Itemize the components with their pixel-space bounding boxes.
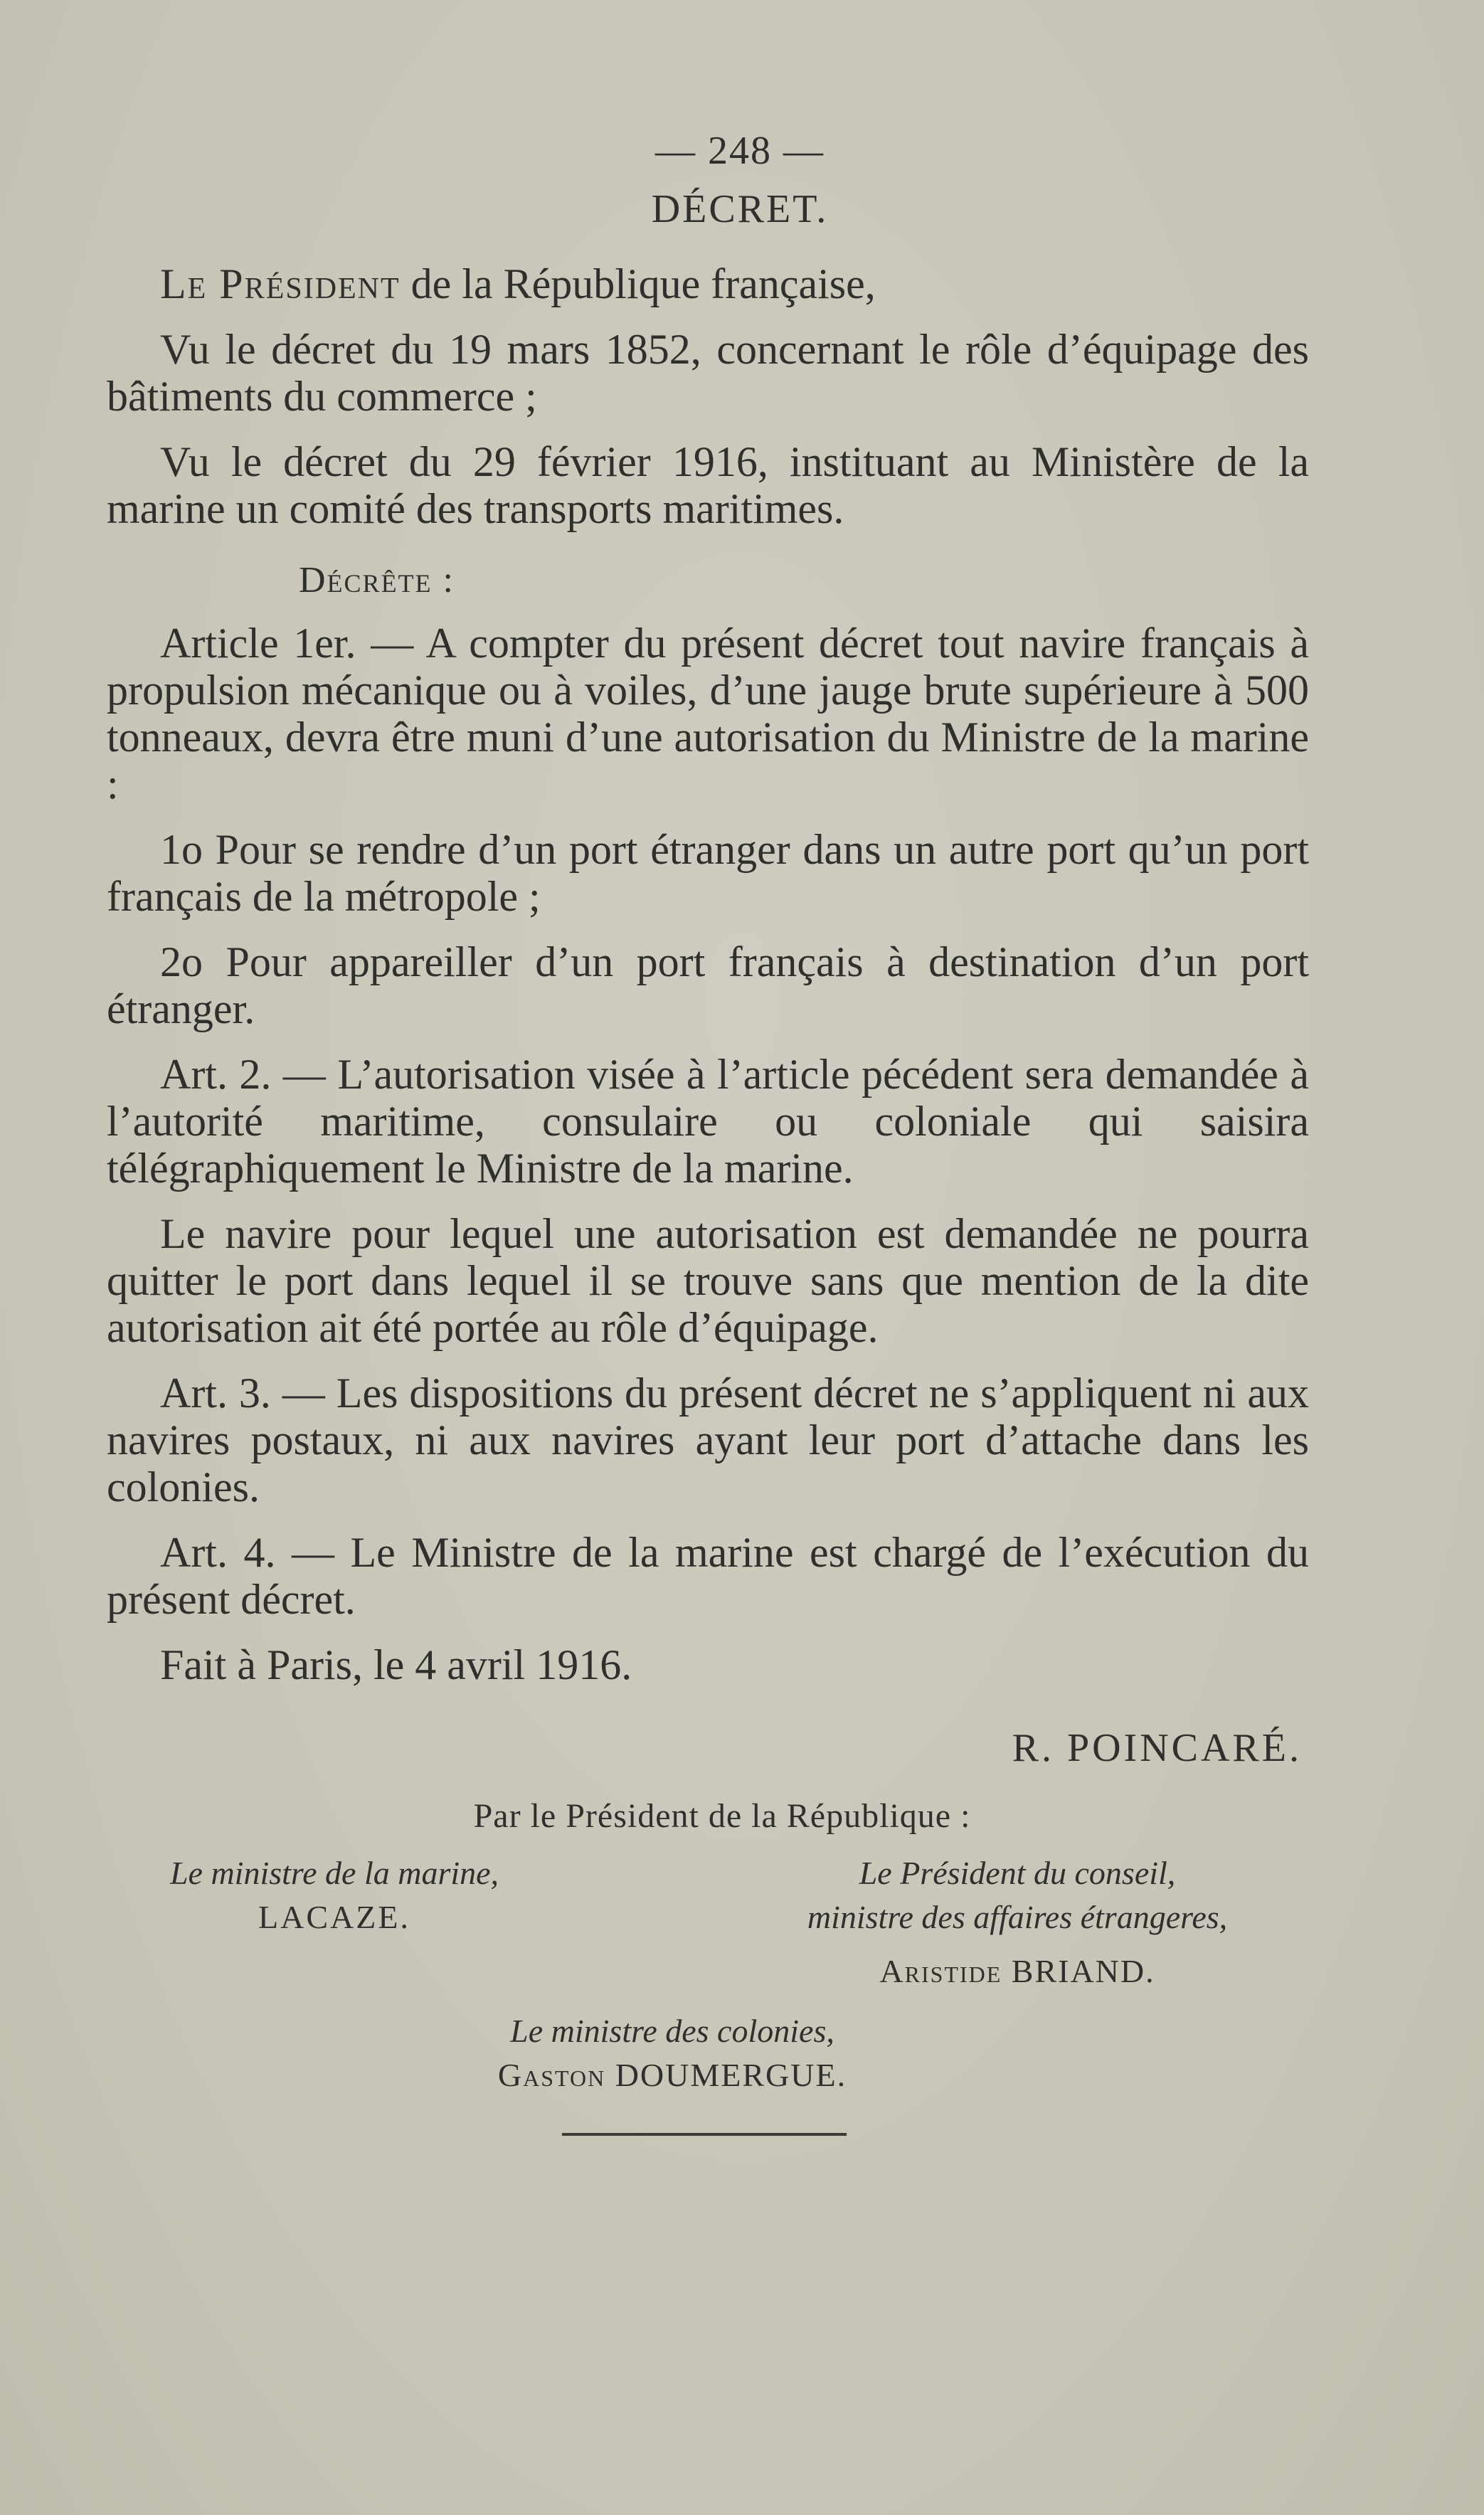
article-1-item-1: 1o Pour se rendre d’un port étranger dans un autre port qu’un port français de la métropole ; xyxy=(107,826,1309,920)
article-2-continuation: Le navire pour lequel une autorisation est demandée ne pourra quitter le port dans lequel il se trouve sans que mention de la dite autorisation ait été portée au rôle d’équipage. xyxy=(107,1210,1309,1351)
closing-rule xyxy=(562,2133,847,2136)
preamble xyxy=(107,260,1309,307)
article-4: Art. 4. — Le Ministre de la marine est chargé de l’exécution du présent décret. xyxy=(107,1529,1309,1623)
preamble-rest: de la République française, xyxy=(400,260,876,307)
colonies-title: Le ministre des colonies, xyxy=(510,2013,834,2049)
vu-paragraph-1: Vu le décret du 19 mars 1852, concernant le rôle d’équipage des bâtiments du commerce ; xyxy=(107,326,1309,420)
article-3: Art. 3. — Les dispositions du présent décret ne s’appliquent ni aux navires postaux, ni aux navires ayant leur port d’attache dans les colonies. xyxy=(107,1370,1309,1510)
signatories-block xyxy=(107,1851,1309,1994)
president-signature: R. POINCARÉ. xyxy=(1012,1726,1302,1770)
conseil-title-1: Le Président du conseil, xyxy=(859,1855,1176,1891)
conseil-name: Aristide BRIAND. xyxy=(879,1953,1155,1989)
article-1-item-2: 2o Pour appareiller d’un port français à destination d’un port étranger. xyxy=(107,938,1309,1032)
conseil-title-2: ministre des affaires étrangeres, xyxy=(807,1899,1228,1935)
conseil-signatory xyxy=(726,1851,1309,1994)
article-2: Art. 2. — L’autorisation visée à l’article pécédent sera demandée à l’autorité maritime, consulaire ou coloniale qui saisira télégraphiquement le Ministre de la marine. xyxy=(107,1051,1309,1192)
date-place: Fait à Paris, le 4 avril 1916. xyxy=(160,1641,632,1688)
vu-paragraph-2: Vu le décret du 29 février 1916, instituant au Ministère de la marine un comité des transports maritimes. xyxy=(107,438,1309,532)
decrete-heading: Décrête : xyxy=(299,560,455,600)
marine-signatory xyxy=(107,1851,562,1994)
by-the-president: Par le Président de la République : xyxy=(473,1797,971,1835)
preamble-lead: Le Président xyxy=(160,260,401,307)
marine-name: LACAZE. xyxy=(258,1899,410,1935)
document-body xyxy=(107,128,1309,2136)
marine-title: Le ministre de la marine, xyxy=(169,1855,499,1891)
article-1: Article 1er. — A compter du présent décret tout navire français à propulsion mécanique ou à voiles, d’une jauge brute supérieure à 500 tonneaux, devra être muni d’une autorisation du Ministre de la marine : xyxy=(107,620,1309,808)
colonies-signatory xyxy=(107,2009,1238,2097)
colonies-name: Gaston DOUMERGUE. xyxy=(497,2057,847,2093)
decree-title: DÉCRET. xyxy=(651,187,829,231)
page-number: — 248 — xyxy=(655,129,825,173)
